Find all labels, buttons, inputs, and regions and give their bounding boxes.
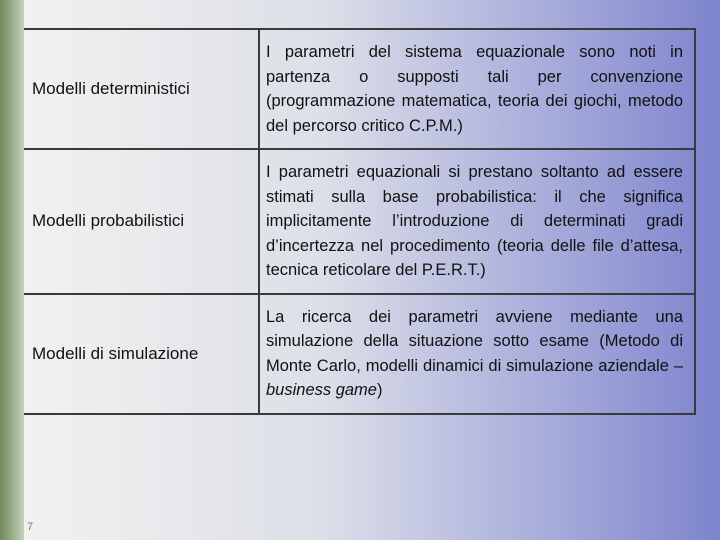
model-description-cell: I parametri del sistema equazionale sono noti in partenza o supposti tali per convenzione (programmazione matematica, teoria dei giochi, metodo del percorso critico C.P.M.) <box>259 29 695 149</box>
table-row <box>24 294 695 414</box>
model-description-cell: I parametri equazionali si prestano soltanto ad essere stimati sulla base probabilistica: il che significa implicitamente l’introduzione di determinati gradi d’incertezza nel procedimento (teoria delle file d’attesa, tecnica reticolare del P.E.R.T.) <box>259 149 695 294</box>
description-emphasis: business game <box>266 381 377 399</box>
model-name-cell: Modelli deterministici <box>24 29 259 149</box>
table-row <box>24 29 695 149</box>
page-number: 7 <box>27 521 34 533</box>
model-name-cell: Modelli probabilistici <box>24 149 259 294</box>
model-description-cell <box>259 294 695 414</box>
description-text-end: ) <box>376 381 383 399</box>
description-text: La ricerca dei parametri avviene mediante una simulazione della situazione sotto esame (Metodo di Monte Carlo, modelli dinamici di simulazione aziendale – <box>266 307 683 375</box>
table-row <box>24 149 695 294</box>
models-table <box>24 28 696 415</box>
decorative-left-band <box>0 0 24 540</box>
model-name-cell: Modelli di simulazione <box>24 294 259 414</box>
